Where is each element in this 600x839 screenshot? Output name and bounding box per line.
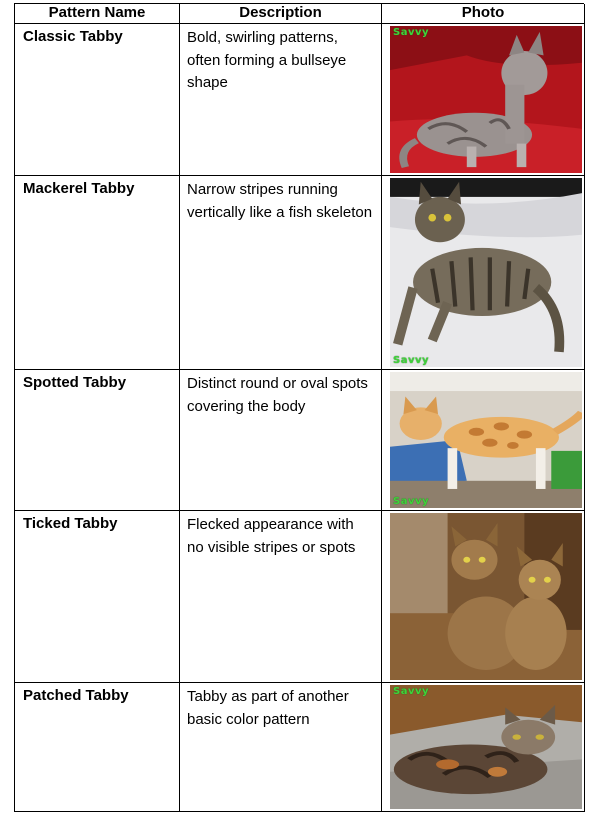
pattern-description: Tabby as part of another basic color pattern: [180, 683, 382, 812]
photo-cell: [382, 24, 585, 176]
header-photo: Photo: [382, 4, 585, 24]
photo-cell: [382, 511, 585, 683]
header-description: Description: [180, 4, 382, 24]
table-row: [14, 511, 584, 683]
tabby-patterns-table: [14, 3, 584, 812]
photo-cell: [382, 176, 585, 370]
photo-cell: [382, 370, 585, 511]
table-row: [14, 370, 584, 511]
pattern-name: Patched Tabby: [15, 683, 180, 812]
photo-watermark: Savvy: [393, 496, 430, 507]
header-pattern-name: Pattern Name: [15, 4, 180, 24]
mackerel-tabby-cat-photo: [390, 178, 582, 367]
pattern-description: Narrow stripes running vertically like a fish skeleton: [180, 176, 382, 370]
spotted-tabby-cat-photo: [390, 372, 582, 508]
ticked-tabby-cats-photo: [390, 513, 582, 680]
pattern-description: Flecked appearance with no visible stripes or spots: [180, 511, 382, 683]
photo-watermark: Savvy: [393, 355, 430, 366]
pattern-name: Spotted Tabby: [15, 370, 180, 511]
table-header-row: [14, 3, 584, 24]
pattern-description: Bold, swirling patterns, often forming a bullseye shape: [180, 24, 382, 176]
patched-tabby-cat-photo: [390, 685, 582, 809]
pattern-name: Ticked Tabby: [15, 511, 180, 683]
classic-tabby-cat-photo: [390, 26, 582, 173]
pattern-name: Classic Tabby: [15, 24, 180, 176]
photo-watermark: Savvy: [393, 27, 430, 38]
table-row: [14, 24, 584, 176]
photo-cell: [382, 683, 585, 812]
pattern-name: Mackerel Tabby: [15, 176, 180, 370]
pattern-description: Distinct round or oval spots covering the body: [180, 370, 382, 511]
table-row: [14, 176, 584, 370]
photo-watermark: Savvy: [393, 686, 430, 697]
table-row: [14, 683, 584, 812]
